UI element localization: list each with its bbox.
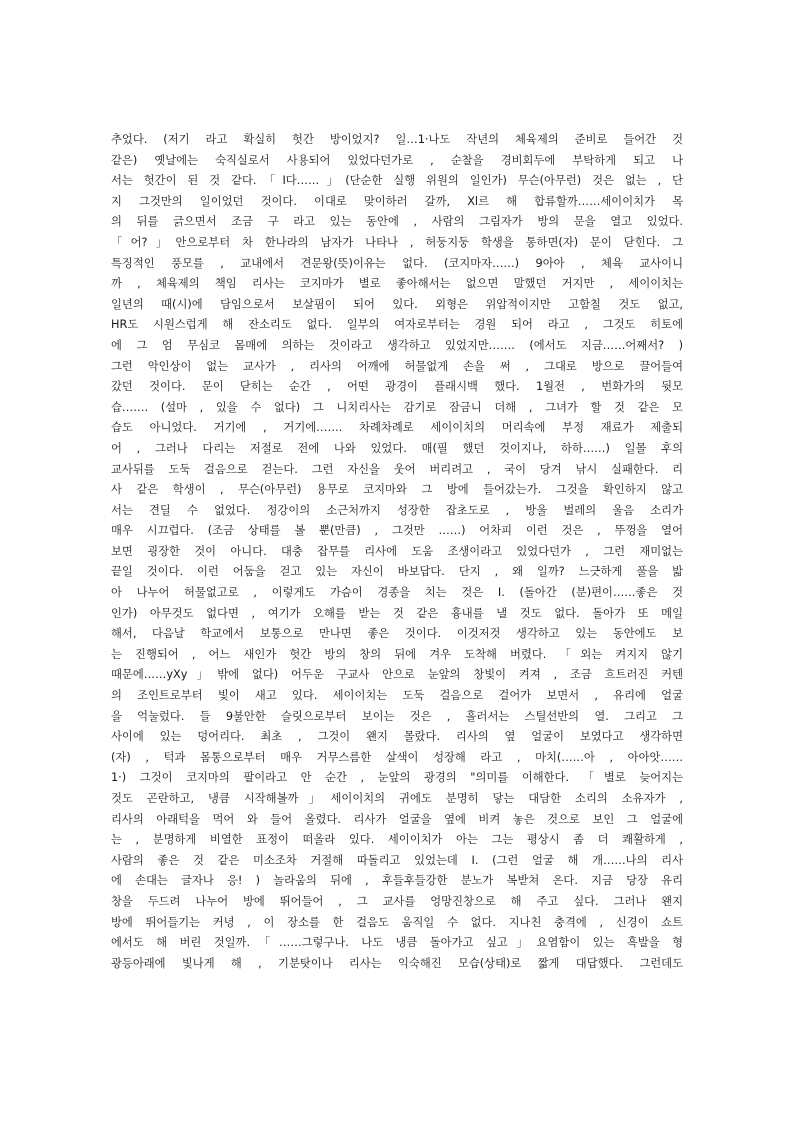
- text-line: 창을 두드려 나누어 방에 뛰어들어 , 그 교사를 엉망진창으로 해 주고 싶다. 그러나 왠지: [111, 894, 683, 908]
- text-line: 그런 악인상이 없는 교사가 , 리사의 어깨에 허물없게 손을 써 , 그대로 방으로 끌어들여: [111, 359, 683, 373]
- text-line: 교사뒤를 도둑 걸음으로 걷는다. 그런 자신을 웃어 버리려고 , 국이 당겨 낚시 실패한다. 리: [111, 462, 683, 476]
- text-line: 의 뒤를 긁으면서 조금 구 라고 있는 동안에 , 사람의 그림자가 방의 문을 열고 있었다.: [111, 215, 683, 229]
- text-line: 습도 아니었다. 거기에 , 거기에……. 차례차례로 세이이치의 머리속에 부정 재료가 제출되: [111, 421, 683, 435]
- text-line: 끝일 것이다. 이런 어둠을 걷고 있는 자신이 바보답다. 단지 , 왜 일까? 느긋하게 풀을 밟: [111, 565, 683, 579]
- text-line: 1·) 그것이 코지마의 팔이라고 안 순간 , 눈앞의 광경의 "의미를 이해한다. 「별로 늦어지는: [111, 771, 683, 785]
- text-line: 에서도 해 버린 것일까.「……그렇구나. 나도 냉큼 돌아가고 싶고」요염함이 있는 흑발을 형: [111, 936, 683, 950]
- text-line: 갔던 것이다. 문이 닫히는 순간 , 어떤 광경이 플래시백 했다. 1월전 , 번화가의 뒷모: [111, 380, 683, 394]
- text-line: 까 , 체육제의 책임 리사는 코지마가 별로 좋아해서는 없으면 말했던 거지만 , 세이이치는: [111, 277, 683, 291]
- text-line: 습……. (설마 , 있을 수 없다) 그 니치리사는 감기로 잠금니 더해 , 그녀가 할 것 같은 모: [111, 400, 683, 414]
- text-line: 매우 시끄럽다. (조금 상태를 볼 뿐(만큼) , 그것만 ……) 어차피 이런 것은 , 뚜껑을 열어: [111, 524, 683, 538]
- body-text: [111, 130, 683, 974]
- text-line: 「어?」안으로부터 차 한나라의 남자가 나타나 , 허둥지둥 학생을 통하면(자) 문이 닫힌다. 그: [111, 235, 683, 249]
- text-line: 을 억눌렀다. 들 9불안한 슬릿으로부터 보이는 것은 , 흘러서는 스틸선반의 열. 그리고 그: [111, 709, 683, 723]
- text-line: 에 손대는 글자나 응! ) 놀라움의 뒤에 , 후들후들강한 분노가 복받쳐 온다. 지금 당장 유리: [111, 874, 683, 888]
- text-line: 지 그것만의 일이었던 것이다. 이대로 맞이하러 갈까, Xl르 해 합류할까……세이이치가 목: [111, 194, 683, 208]
- text-line: 광등아래에 빛나게 해 , 기분탓이나 리사는 익숙해진 모습(상태)로 짧게 대답했다. 그런데도: [111, 956, 683, 970]
- text-line: 사이에 있는 덩어리다. 최초 , 그것이 왠지 몰랐다. 리사의 옆 얼굴이 보였다고 생각하면: [111, 730, 683, 744]
- text-line: 리사의 아래턱을 먹어 와 들어 올렸다. 리사가 얼굴을 옆에 비켜 놓은 것으로 보인 그 얼굴에: [111, 812, 683, 826]
- text-line: 의 조인트로부터 빛이 새고 있다. 세이이치는 도둑 걸음으로 걸어가 보면서 , 유리에 얼굴: [111, 689, 683, 703]
- text-line: 는 진행되어 , 어느 새인가 헛간 방의 창의 뒤에 겨우 도착해 버렸다. 「외는 켜지지 않기: [111, 647, 683, 661]
- text-line: 아 나누어 허물없고로 , 이렇게도 가슴이 경종을 치는 것은 I. (돌아간 (분)편이……좋은 것: [111, 586, 683, 600]
- text-line: 것도 곤란하고, 냉큼 시작해볼까」세이이치의 귀에도 분명히 닿는 대담한 소리의 소유자가 ,: [111, 792, 683, 805]
- text-line: 때문에……yXy」밖에 없다) 어두운 구교사 안으로 눈앞의 창빛이 켜져 , 조금 흐트러진 커텐: [111, 668, 683, 682]
- text-line: 일년의 때(시)에 담임으로서 보살핌이 되어 있다. 외형은 위압적이지만 고함칠 것도 없고,: [111, 297, 683, 311]
- text-line: 추었다. (저기 라고 확실히 헛간 방이었지? 일…1·나도 작년의 체육제의 준비로 들어간 것: [111, 133, 683, 146]
- text-line: 는 , 분명하게 비열한 표정이 떠올라 있다. 세이이치가 아는 그는 평상시 좀 더 쾌활하게 ,: [111, 833, 683, 847]
- text-line: 어 , 그러나 다리는 저절로 전에 나와 있었다. 매(필 했던 것이지나, 하하……) 일몰 후의: [111, 441, 683, 455]
- text-line: 서는 헛간이 된 것 같다.「I다……」(단순한 실행 위원의 일인가) 무슨(아무런) 것은 없는 , 단: [111, 174, 683, 188]
- text-line: 인가) 아무것도 없다면 , 여기가 오해를 받는 것 같은 흉내를 낼 것도 없다. 돌아가 또 메일: [111, 606, 683, 620]
- text-line: HR도 시원스럽게 해 잔소리도 없다. 일부의 여자로부터는 경원 되어 라고 , 그것도 히토에: [111, 318, 683, 332]
- text-line: 보면 굉장한 것이 아니다. 대충 잡무를 리사에 도움 조생이라고 있었다던가 , 그런 재미없는: [111, 544, 683, 558]
- text-line: (자) , 턱과 몸통으로부터 매우 거무스름한 살색이 성장해 라고 , 마치(……아 , 아아앗……: [111, 750, 683, 764]
- text-line: 같은) 옛날에는 숙직실로서 사용되어 있었다던가로 , 순찰을 경비회두에 부탁하게 되고 나: [111, 153, 683, 167]
- text-line: 에 그 엄 무심코 몸매에 의하는 것이라고 생각하고 있었지만……. (에서도 지금……어째서? ): [111, 338, 683, 352]
- text-line: 서는 견딜 수 없었다. 정강이의 소근처까지 성장한 잡초도로 , 방울 벌레의 울음 소리가: [111, 503, 683, 517]
- text-line: 사람의 좋은 것 같은 미소조차 거절해 따돌리고 있었는데 I. (그런 얼굴 해 개……나의 리사: [111, 853, 683, 867]
- text-line: 사 같은 학생이 , 무슨(아무런) 용무로 코지마와 그 방에 들어갔는가. 그것을 확인하지 않고: [111, 483, 683, 497]
- text-line: 특징적인 풍모를 , 교내에서 견문왕(뜻)이유는 없다. (코지마자……) 9아아 , 체육 교사이니: [111, 256, 683, 270]
- text-line: 해서, 다음날 학교에서 보통으로 만나면 좋은 것이다. 이것저것 생각하고 있는 동안에도 보: [111, 627, 683, 641]
- text-line: 방에 뛰어들기는 커녕 , 이 장소를 한 걸음도 움직일 수 없다. 지나친 충격에 , 신경이 쇼트: [111, 915, 683, 929]
